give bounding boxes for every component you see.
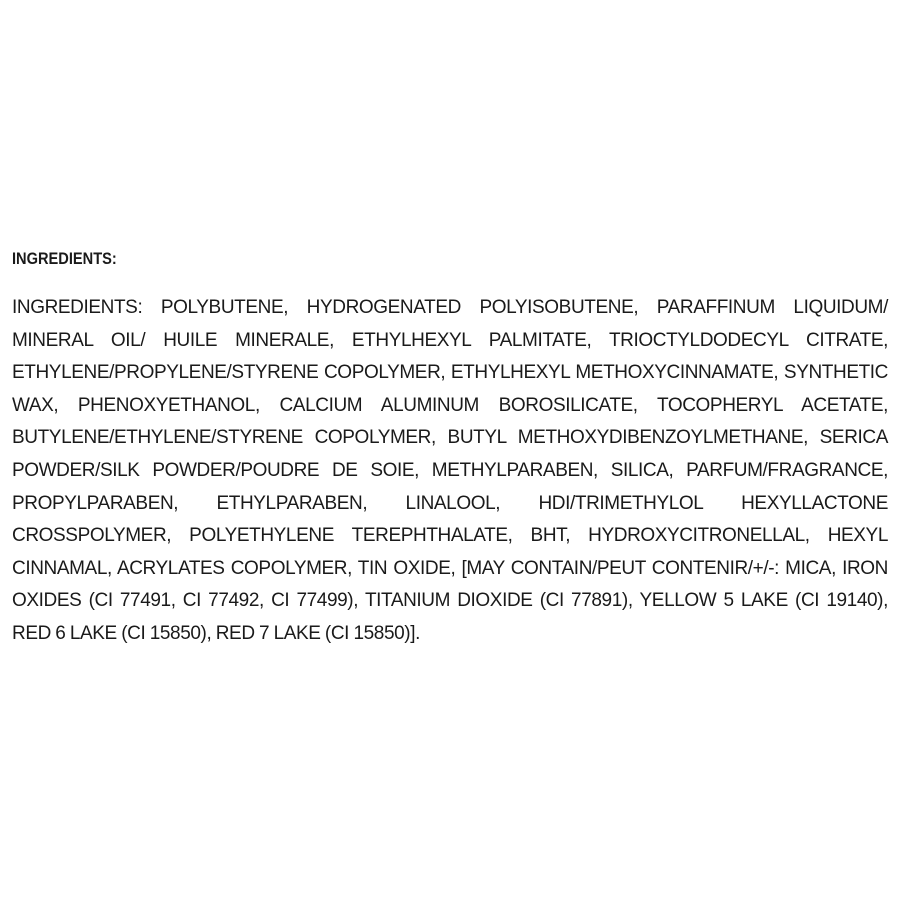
ingredients-list: INGREDIENTS: POLYBUTENE, HYDROGENATED POLYISOBUTENE, PARAFFINUM LIQUIDUM/ MINERAL OIL/ HUILE MINERALE, ETHYLHEXYL PALMITATE, TRIOCTYLDODECYL CITRATE, ETHYLENE/PROPYLENE/STYRENE COPOLYMER, ETHYLHEXYL METHOXYCINNAMATE, SYNTHETIC WAX, PHENOXYETHANOL, CALCIUM ALUMINUM BOROSILICATE, TOCOPHERYL ACETATE, BUTYLENE/ETHYLENE/STYRENE COPOLYMER, BUTYL METHOXYDIBENZOYLMETHANE, SERICA POWDER/SILK POWDER/POUDRE DE SOIE, METHYLPARABEN, SILICA, PARFUM/FRAGRANCE, PROPYLPARABEN, ETHYLPARABEN, LINALOOL, HDI/TRIMETHYLOL HEXYLLACTONE CROSSPOLYMER, POLYETHYLENE TEREPHTHALATE, BHT, HYDROXYCITRONELLAL, HEXYL CINNAMAL, ACRYLATES COPOLYMER, TIN OXIDE, [MAY CONTAIN/PEUT CONTENIR/+/-: MICA, IRON OXIDES (CI 77491, CI 77492, CI 77499), TITANIUM DIOXIDE (CI 77891), YELLOW 5 LAKE (CI 19140), RED 6 LAKE (CI 15850), RED 7 LAKE (CI 15850)]. <box>12 297 888 644</box>
ingredients-panel <box>12 247 888 651</box>
ingredients-heading: INGREDIENTS: <box>12 249 117 268</box>
